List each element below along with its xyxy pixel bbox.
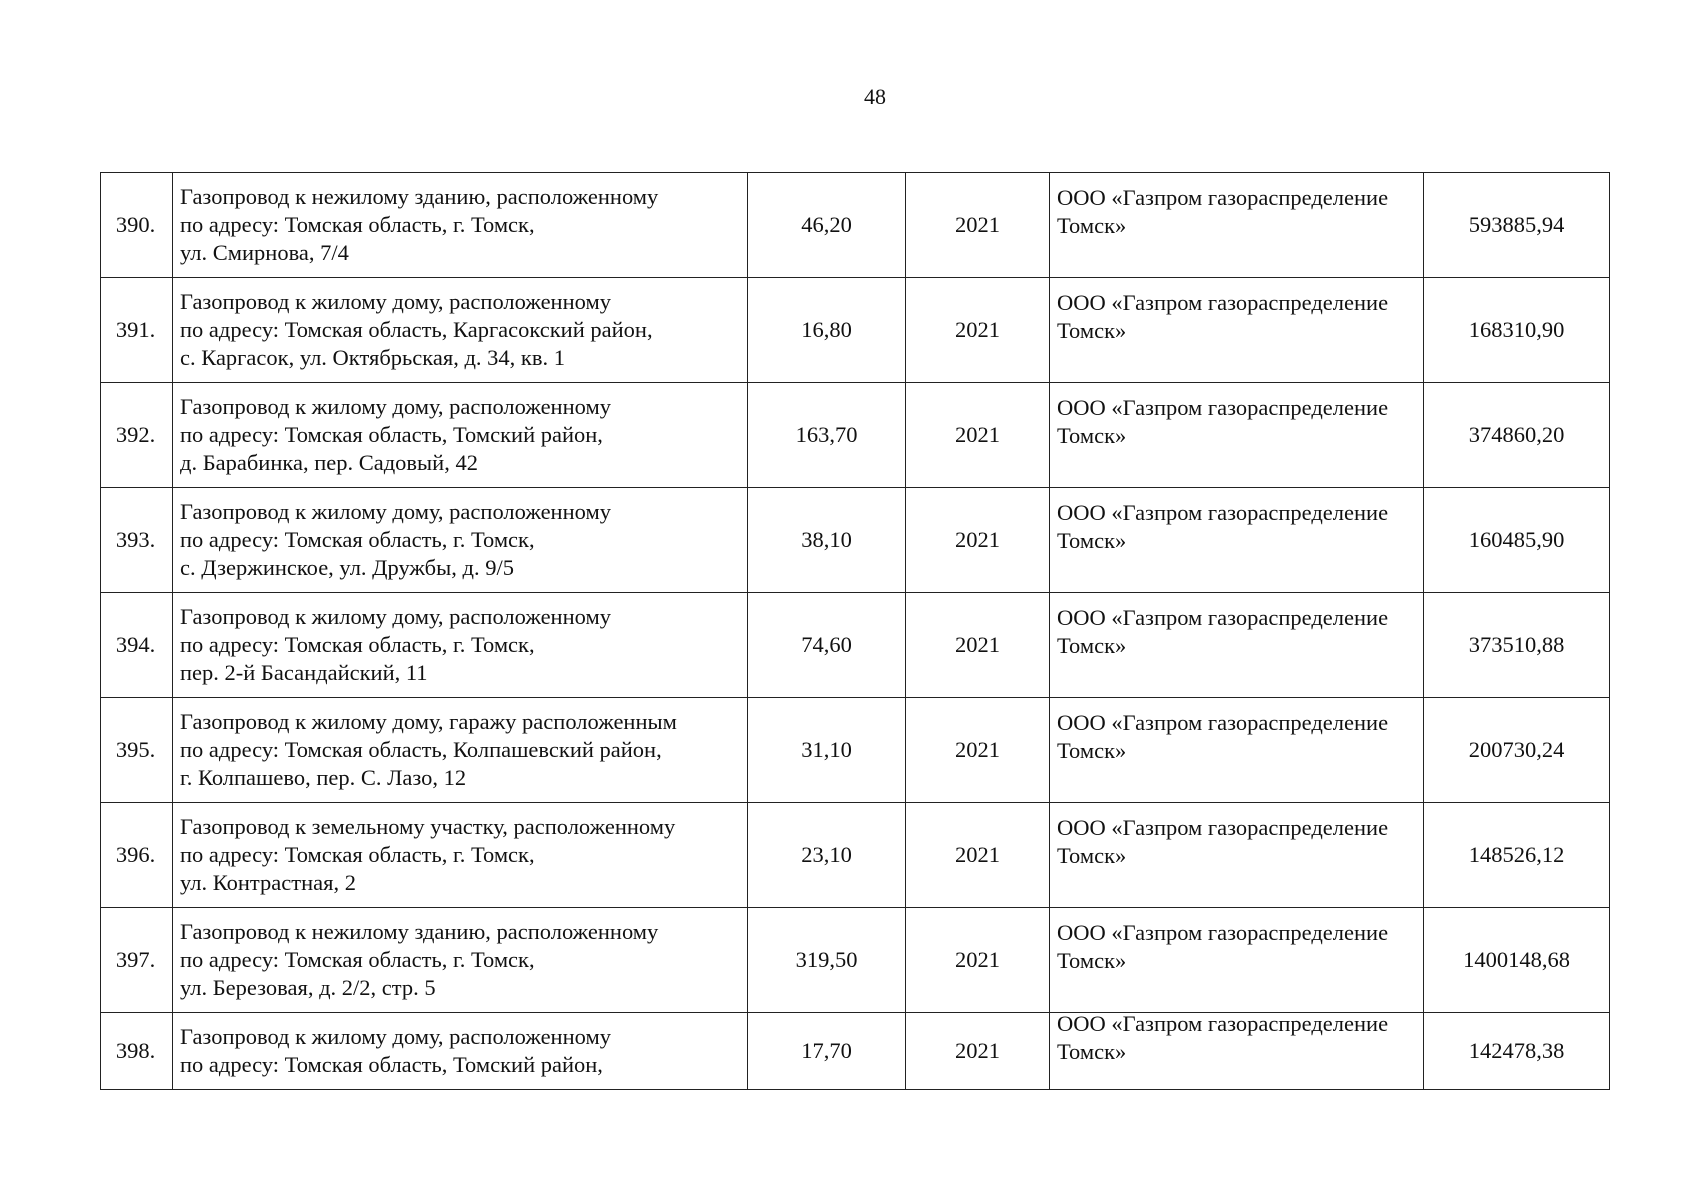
- owner-text: [1057, 814, 1423, 870]
- row-number-cell: 398.: [101, 1013, 173, 1090]
- cost-cell: 374860,20: [1424, 383, 1610, 488]
- object-name-cell: [173, 803, 748, 908]
- object-name-line: пер. 2-й Басандайский, 11: [180, 660, 428, 685]
- owner-line: ООО «Газпром газораспределение: [1057, 815, 1389, 840]
- object-name-line: с. Дзержинское, ул. Дружбы, д. 9/5: [180, 555, 514, 580]
- length-cell: 46,20: [748, 173, 906, 278]
- cost-cell: 168310,90: [1424, 278, 1610, 383]
- owner-line: ООО «Газпром газораспределение: [1057, 185, 1389, 210]
- object-name-line: д. Барабинка, пер. Садовый, 42: [180, 450, 478, 475]
- cost-cell: 160485,90: [1424, 488, 1610, 593]
- owner-line: ООО «Газпром газораспределение: [1057, 710, 1389, 735]
- owner-cell: [1050, 278, 1424, 383]
- owner-line: Томск»: [1057, 948, 1127, 973]
- table-row: [101, 278, 1610, 383]
- year-cell: 2021: [906, 803, 1050, 908]
- owner-line: Томск»: [1057, 528, 1127, 553]
- object-name-cell: [173, 1013, 748, 1090]
- object-name-line: по адресу: Томская область, Каргасокский район,: [180, 317, 653, 342]
- year-cell: 2021: [906, 908, 1050, 1013]
- object-name-cell: [173, 908, 748, 1013]
- table-row: [101, 803, 1610, 908]
- owner-text: [1057, 1010, 1423, 1066]
- object-name-line: Газопровод к жилому дому, расположенному: [180, 499, 611, 524]
- object-name-line: Газопровод к жилому дому, расположенному: [180, 1024, 611, 1049]
- length-cell: 23,10: [748, 803, 906, 908]
- table-row: [101, 173, 1610, 278]
- object-name-line: Газопровод к нежилому зданию, расположенному: [180, 919, 659, 944]
- table-row: [101, 698, 1610, 803]
- year-cell: 2021: [906, 278, 1050, 383]
- owner-line: ООО «Газпром газораспределение: [1057, 605, 1389, 630]
- owner-line: Томск»: [1057, 738, 1127, 763]
- owner-cell: [1050, 593, 1424, 698]
- owner-cell: [1050, 803, 1424, 908]
- length-cell: 16,80: [748, 278, 906, 383]
- length-cell: 17,70: [748, 1013, 906, 1090]
- object-name-line: по адресу: Томская область, г. Томск,: [180, 842, 535, 867]
- owner-line: Томск»: [1057, 423, 1127, 448]
- table-row: [101, 593, 1610, 698]
- owner-line: Томск»: [1057, 1039, 1127, 1064]
- object-name-line: ул. Смирнова, 7/4: [180, 240, 349, 265]
- owner-text: [1057, 184, 1423, 240]
- object-name-cell: [173, 593, 748, 698]
- object-name-line: по адресу: Томская область, г. Томск,: [180, 527, 535, 552]
- row-number-cell: 394.: [101, 593, 173, 698]
- year-cell: 2021: [906, 488, 1050, 593]
- table-row: [101, 908, 1610, 1013]
- object-name-line: по адресу: Томская область, Колпашевский район,: [180, 737, 662, 762]
- object-name-line: ул. Березовая, д. 2/2, стр. 5: [180, 975, 436, 1000]
- object-name-cell: [173, 383, 748, 488]
- owner-line: ООО «Газпром газораспределение: [1057, 395, 1389, 420]
- object-name-line: по адресу: Томская область, г. Томск,: [180, 632, 535, 657]
- owner-text: [1057, 604, 1423, 660]
- owner-line: ООО «Газпром газораспределение: [1057, 290, 1389, 315]
- length-cell: 74,60: [748, 593, 906, 698]
- owner-text: [1057, 499, 1423, 555]
- year-cell: 2021: [906, 173, 1050, 278]
- row-number-cell: 390.: [101, 173, 173, 278]
- owner-cell: [1050, 173, 1424, 278]
- year-cell: 2021: [906, 383, 1050, 488]
- owner-cell: [1050, 1013, 1424, 1090]
- object-name-line: ул. Контрастная, 2: [180, 870, 356, 895]
- object-name-line: Газопровод к нежилому зданию, расположенному: [180, 184, 659, 209]
- cost-cell: 148526,12: [1424, 803, 1610, 908]
- owner-cell: [1050, 383, 1424, 488]
- owner-text: [1057, 709, 1423, 765]
- object-name-line: Газопровод к жилому дому, расположенному: [180, 289, 611, 314]
- object-name-line: г. Колпашево, пер. С. Лазо, 12: [180, 765, 467, 790]
- row-number-cell: 397.: [101, 908, 173, 1013]
- row-number-cell: 391.: [101, 278, 173, 383]
- object-name-cell: [173, 278, 748, 383]
- row-number-cell: 393.: [101, 488, 173, 593]
- object-name-line: Газопровод к жилому дому, гаражу расположенным: [180, 709, 677, 734]
- table-row: [101, 488, 1610, 593]
- cost-cell: 1400148,68: [1424, 908, 1610, 1013]
- object-name-line: по адресу: Томская область, Томский район,: [180, 422, 603, 447]
- object-name-line: по адресу: Томская область, г. Томск,: [180, 212, 535, 237]
- length-cell: 31,10: [748, 698, 906, 803]
- object-name-cell: [173, 488, 748, 593]
- length-cell: 163,70: [748, 383, 906, 488]
- object-name-line: по адресу: Томская область, г. Томск,: [180, 947, 535, 972]
- object-name-line: с. Каргасок, ул. Октябрьская, д. 34, кв. 1: [180, 345, 565, 370]
- gas-pipeline-registry-table: [100, 172, 1610, 1090]
- owner-line: ООО «Газпром газораспределение: [1057, 500, 1389, 525]
- year-cell: 2021: [906, 698, 1050, 803]
- table-row: [101, 1013, 1610, 1090]
- year-cell: 2021: [906, 1013, 1050, 1090]
- object-name-line: Газопровод к земельному участку, расположенному: [180, 814, 676, 839]
- row-number-cell: 392.: [101, 383, 173, 488]
- length-cell: 319,50: [748, 908, 906, 1013]
- owner-line: ООО «Газпром газораспределение: [1057, 920, 1389, 945]
- owner-cell: [1050, 488, 1424, 593]
- page-number: 48: [864, 84, 886, 109]
- object-name-cell: [173, 698, 748, 803]
- cost-cell: 142478,38: [1424, 1013, 1610, 1090]
- table-body: [101, 173, 1610, 1090]
- owner-line: Томск»: [1057, 318, 1127, 343]
- row-number-cell: 395.: [101, 698, 173, 803]
- owner-text: [1057, 919, 1423, 975]
- object-name-line: по адресу: Томская область, Томский район,: [180, 1052, 603, 1077]
- owner-text: [1057, 394, 1423, 450]
- object-name-cell: [173, 173, 748, 278]
- object-name-line: Газопровод к жилому дому, расположенному: [180, 394, 611, 419]
- length-cell: 38,10: [748, 488, 906, 593]
- row-number-cell: 396.: [101, 803, 173, 908]
- owner-cell: [1050, 908, 1424, 1013]
- owner-text: [1057, 289, 1423, 345]
- owner-line: Томск»: [1057, 633, 1127, 658]
- owner-line: Томск»: [1057, 213, 1127, 238]
- owner-line: Томск»: [1057, 843, 1127, 868]
- table-row: [101, 383, 1610, 488]
- owner-cell: [1050, 698, 1424, 803]
- object-name-line: Газопровод к жилому дому, расположенному: [180, 604, 611, 629]
- cost-cell: 593885,94: [1424, 173, 1610, 278]
- year-cell: 2021: [906, 593, 1050, 698]
- cost-cell: 200730,24: [1424, 698, 1610, 803]
- cost-cell: 373510,88: [1424, 593, 1610, 698]
- owner-line: ООО «Газпром газораспределение: [1057, 1011, 1389, 1036]
